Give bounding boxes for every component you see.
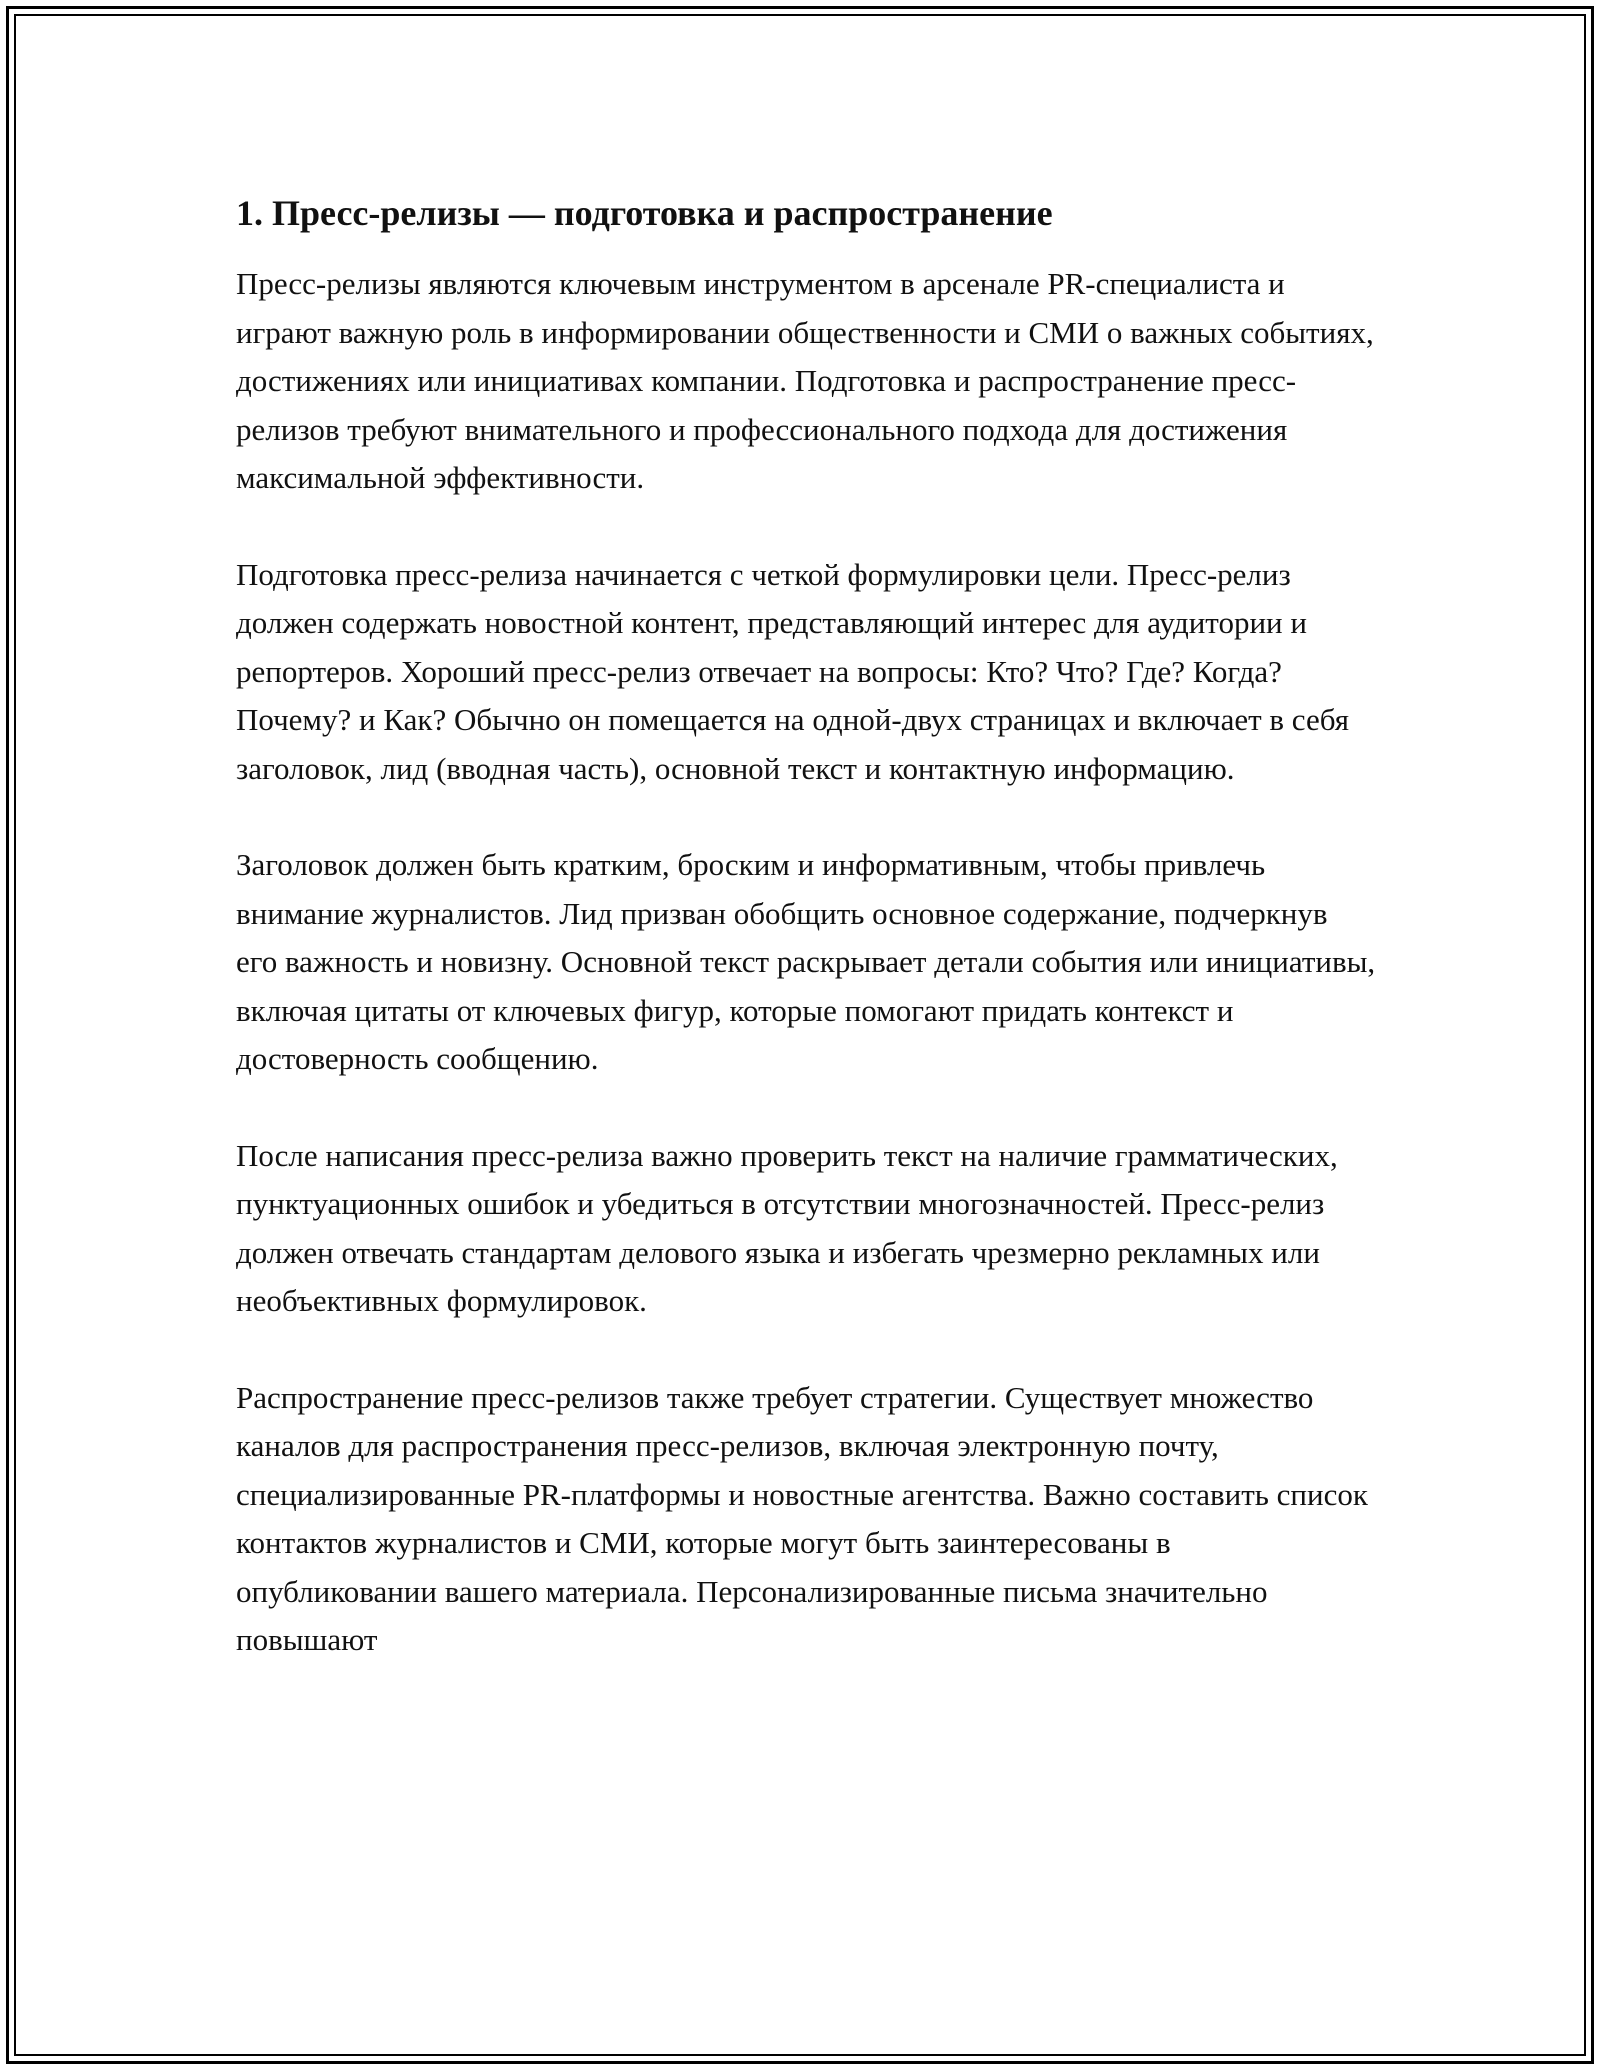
paragraph-preparation: Подготовка пресс-релиза начинается с четкой формулировки цели. Пресс-релиз должен содержать новостной контент, представляющий интерес для аудитории и репортеров. Хороший пресс-релиз отвечает на вопросы: Кто? Что? Где? Когда? Почему? и Как? Обычно он помещается на одной-двух страницах и включает в себя заголовок, лид (вводная часть), основной текст и контактную информацию. xyxy=(236,556,1349,786)
paragraph-proofreading: После написания пресс-релиза важно проверить текст на наличие грамматических, пунктуационных ошибок и убедиться в отсутствии многозначностей. Пресс-релиз должен отвечать стандартам делового языка и избегать чрезмерно рекламных или необъективных формулировок. xyxy=(236,1137,1338,1318)
paragraph-distribution: Распространение пресс-релизов также требует стратегии. Существует множество каналов для распространения пресс-релизов, включая электронную почту, специализированные PR-платформы и новостные агентства. Важно составить список контактов журналистов и СМИ, которые могут быть заинтересованы в опубликовании вашего материала. Персонализированные письма значительно повышают xyxy=(236,1379,1368,1657)
paragraph-intro: Пресс-релизы являются ключевым инструментом в арсенале PR-специалиста и играют важную роль в информировании общественности и СМИ о важных событиях, достижениях или инициативах компании. Подготовка и распространение пресс-релизов требуют внимательного и профессионального подхода для достижения максимальной эффективности. xyxy=(236,266,1374,495)
document-body xyxy=(236,190,1386,1713)
section-heading: 1. Пресс-релизы — подготовка и распространение xyxy=(236,193,1053,233)
paragraph-headline-lead: Заголовок должен быть кратким, броским и информативным, чтобы привлечь внимание журналистов. Лид призван обобщить основное содержание, подчеркнув его важность и новизну. Основной текст раскрывает детали события или инициативы, включая цитаты от ключевых фигур, которые помогают придать контекст и достоверность сообщению. xyxy=(236,847,1376,1076)
